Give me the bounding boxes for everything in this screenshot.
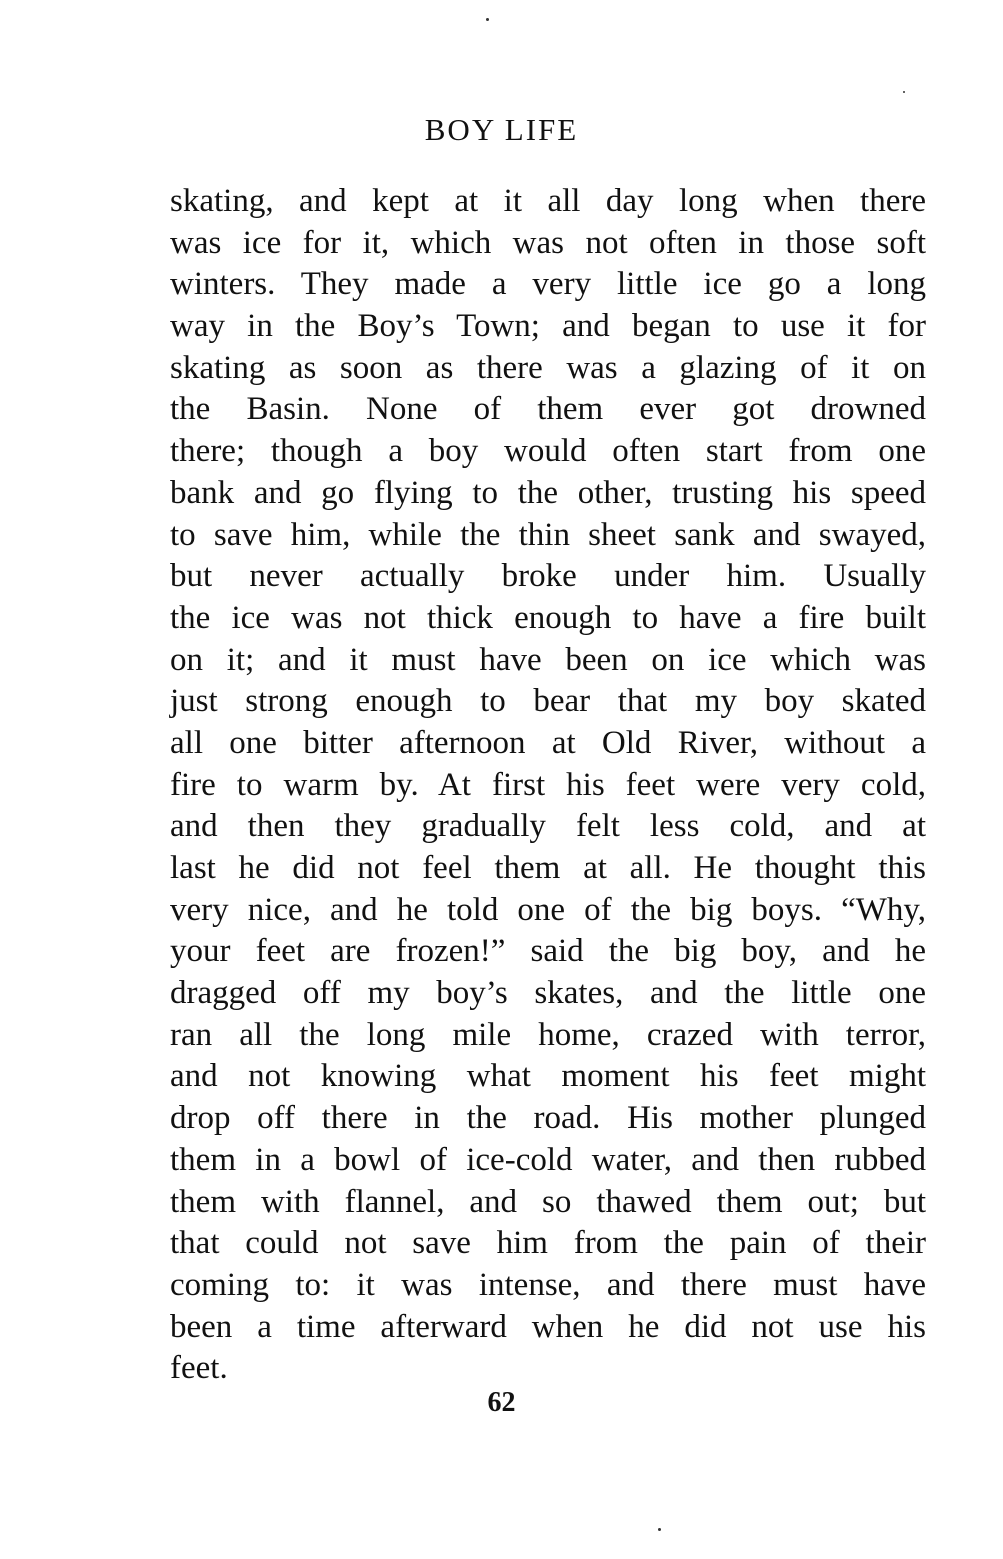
text-line: your feet are frozen!” said the big boy, and he	[170, 933, 926, 970]
text-line: and not knowing what moment his feet might	[170, 1058, 926, 1095]
text-line: ran all the long mile home, crazed with terror,	[170, 1016, 926, 1053]
text-line: just strong enough to bear that my boy skated	[170, 683, 926, 720]
text-line: coming to: it was intense, and there must have	[170, 1266, 926, 1303]
text-line: bank and go flying to the other, trusting his speed	[170, 474, 926, 511]
text-line: the Basin. None of them ever got drowned	[170, 391, 926, 428]
text-line: fire to warm by. At first his feet were very cold,	[170, 766, 926, 803]
page-number: 62	[487, 1387, 516, 1418]
text-line: them in a bowl of ice-cold water, and then rubbed	[170, 1141, 926, 1178]
text-line: very nice, and he told one of the big boys. “Why,	[170, 891, 926, 928]
body-text	[170, 181, 926, 1390]
scan-speck	[486, 18, 489, 21]
text-line: was ice for it, which was not often in those soft	[170, 224, 926, 261]
text-line: winters. They made a very little ice go a long	[170, 266, 926, 303]
text-line: drop off there in the road. His mother plunged	[170, 1100, 926, 1137]
text-line: been a time afterward when he did not use his	[170, 1308, 926, 1345]
scan-speck	[658, 1528, 661, 1531]
text-line: that could not save him from the pain of their	[170, 1225, 926, 1262]
text-line: there; though a boy would often start from one	[170, 433, 926, 470]
text-line: and then they gradually felt less cold, and at	[170, 808, 926, 845]
text-line: skating, and kept at it all day long when there	[170, 183, 926, 219]
text-line: on it; and it must have been on ice which was	[170, 641, 926, 678]
text-line: way in the Boy’s Town; and began to use it for	[170, 308, 926, 345]
text-line: the ice was not thick enough to have a fire built	[170, 599, 926, 636]
text-line: skating as soon as there was a glazing of it on	[170, 349, 926, 386]
text-line: but never actually broke under him. Usually	[170, 558, 926, 595]
running-head: BOY LIFE	[424, 112, 579, 147]
text-line-last: feet.	[170, 1350, 228, 1387]
text-line: dragged off my boy’s skates, and the little one	[170, 975, 926, 1012]
scan-speck	[903, 91, 905, 93]
text-line: to save him, while the thin sheet sank and swayed,	[170, 516, 926, 553]
text-line: all one bitter afternoon at Old River, without a	[170, 724, 926, 761]
text-line: them with flannel, and so thawed them out; but	[170, 1183, 926, 1220]
text-line: last he did not feel them at all. He thought this	[170, 850, 926, 886]
